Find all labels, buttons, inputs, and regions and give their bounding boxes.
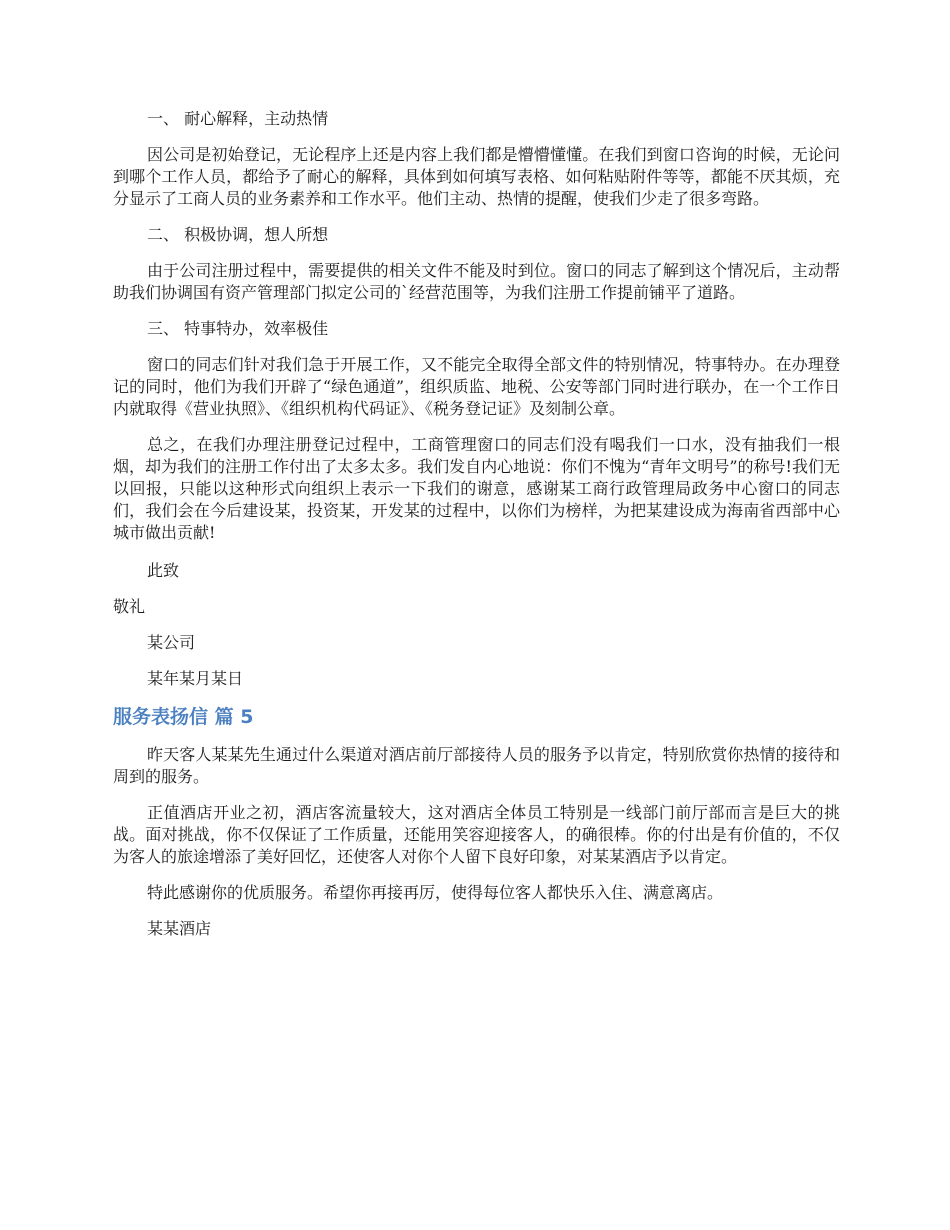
signature-company: 某公司 — [147, 633, 196, 652]
heading-special-handling: 三、 特事特办，效率极佳 — [147, 319, 329, 338]
paragraph-conclusion: 总之，在我们办理注册登记过程中，工商管理窗口的同志们没有喝我们一口水，没有抽我们一根烟，却为我们的注册工作付出了太多太多。我们发自内心地说：你们不愧为“青年文明号”的称号!我们无以回报，只能以这种形式向组织上表示一下我们的谢意，感谢某工商行政管理局政务中心窗口的同志们，我们会在今后建设某，投资某，开发某的过程中，以你们为榜样，为把某建设成为海南省西部中心城市做出贡献! — [113, 435, 840, 542]
salute-text: 敬礼 — [113, 597, 146, 616]
paragraph-patient-explanation: 因公司是初始登记，无论程序上还是内容上我们都是懵懵懂懂。在我们到窗口咨询的时候，无论问到哪个工作人员，都给予了耐心的解释，具体到如何填写表格、如何粘贴附件等等，都能不厌其烦，充分显示了工商人员的业务素养和工作水平。他们主动、热情的提醒，使我们少走了很多弯路。 — [113, 145, 840, 208]
heading-patient-explanation: 一、 耐心解释，主动热情 — [147, 109, 329, 128]
paragraph-guest-praise: 昨天客人某某先生通过什么渠道对酒店前厅部接待人员的服务予以肯定，特别欣赏你热情的接待和周到的服务。 — [113, 745, 840, 786]
closing-text: 此致 — [147, 561, 180, 580]
document-page — [113, 108, 840, 954]
paragraph-active-coordination: 由于公司注册过程中，需要提供的相关文件不能及时到位。窗口的同志了解到这个情况后，主动帮助我们协调国有资产管理部门拟定公司的`经营范围等，为我们注册工作提前铺平了道路。 — [113, 261, 840, 302]
paragraph-special-handling: 窗口的同志们针对我们急于开展工作，又不能完全取得全部文件的特别情况，特事特办。在办理登记的同时，他们为我们开辟了“绿色通道”，组织质监、地税、公安等部门同时进行联办，在一个工作日内就取得《营业执照》、《组织机构代码证》、《税务登记证》及刻制公章。 — [113, 355, 840, 418]
signature-date: 某年某月某日 — [147, 669, 244, 688]
section-title-letter-5: 服务表扬信 篇 5 — [113, 706, 254, 728]
heading-active-coordination: 二、 积极协调，想人所想 — [147, 225, 329, 244]
paragraph-thanks: 特此感谢你的优质服务。希望你再接再厉，使得每位客人都快乐入住、满意离店。 — [147, 883, 724, 902]
signature-hotel: 某某酒店 — [147, 919, 212, 938]
paragraph-challenge: 正值酒店开业之初，酒店客流量较大，这对酒店全体员工特别是一线部门前厅部而言是巨大的挑战。面对挑战，你不仅保证了工作质量，还能用笑容迎接客人，的确很棒。你的付出是有价值的，不仅为客人的旅途增添了美好回忆，还使客人对你个人留下良好印象，对某某酒店予以肯定。 — [113, 803, 840, 866]
